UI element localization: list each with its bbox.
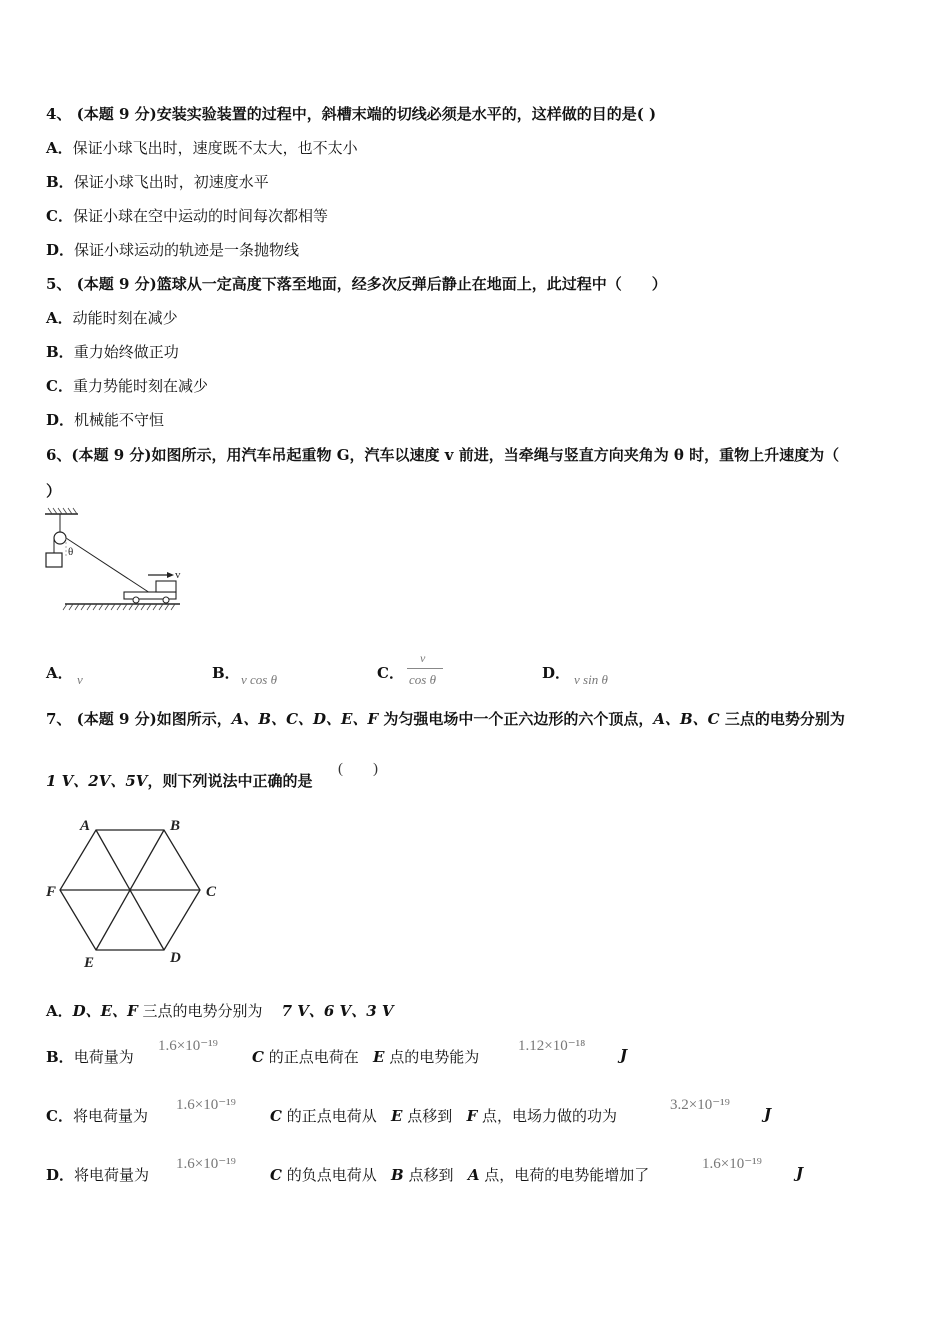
q7-option-b[interactable]: B．电荷量为: [46, 1048, 134, 1066]
q7-option-b-rest: C 的正点电荷在 E 点的电势能为: [252, 1048, 480, 1066]
q7-option-d-unit: J: [796, 1164, 804, 1182]
q7-answer-paren: ( ): [338, 761, 378, 777]
q7-option-d-energy: 1.6×10⁻¹⁹: [702, 1156, 762, 1172]
pulley: [54, 532, 66, 544]
q4-option-a[interactable]: A．保证小球飞出时，速度既不太大，也不太小: [46, 139, 358, 157]
q5-option-b[interactable]: B．重力始终做正功: [46, 343, 179, 361]
q6-stem: 6、(本题 9 分)如图所示，用汽车吊起重物 G，汽车以速度 v 前进，当牵绳与竖直方向夹角为 θ 时，重物上升速度为（: [46, 446, 840, 464]
q6-option-d-expr: v sin θ: [574, 672, 608, 687]
q7-option-c-unit: J: [764, 1105, 772, 1123]
q7-option-d-charge: 1.6×10⁻¹⁹: [176, 1156, 236, 1172]
q7-option-c-rest: C 的正点电荷从 E 点移到 F 点，电场力做的功为: [270, 1107, 618, 1125]
q4-stem: 4、 (本题 9 分)安装实验装置的过程中，斜槽末端的切线必须是水平的，这样做的目的是( ): [46, 105, 657, 123]
q5-option-a[interactable]: A．动能时刻在减少: [46, 309, 178, 327]
vertex-label-d: D: [170, 950, 181, 966]
q7-option-a[interactable]: A．D、E、F 三点的电势分别为 7 V、6 V、3 V: [46, 1002, 394, 1020]
q6-option-c-fraction-bar: [407, 668, 443, 669]
q6-option-a[interactable]: A．: [46, 664, 73, 682]
vertex-label-f: F: [46, 884, 57, 900]
q6-stem-close: ）: [46, 482, 62, 500]
rope: [66, 538, 150, 593]
q7-option-c-work: 3.2×10⁻¹⁹: [670, 1097, 730, 1113]
angle-label: θ: [68, 546, 74, 558]
q7-option-b-energy: 1.12×10⁻¹⁸: [518, 1038, 586, 1054]
q4-option-c[interactable]: C．保证小球在空中运动的时间每次都相等: [46, 207, 328, 225]
q6-option-c-numerator: v: [420, 651, 426, 665]
q7-option-b-unit: J: [620, 1046, 628, 1064]
q7-option-c-charge: 1.6×10⁻¹⁹: [176, 1097, 236, 1113]
q7-option-d-rest: C 的负点电荷从 B 点移到 A 点，电荷的电势能增加了: [270, 1166, 650, 1184]
q7-option-c[interactable]: C．将电荷量为: [46, 1107, 148, 1125]
q5-option-c[interactable]: C．重力势能时刻在减少: [46, 377, 208, 395]
vertex-label-c: C: [206, 884, 217, 900]
q7-stem: 7、 (本题 9 分)如图所示，A、B、C、D、E、F 为匀强电场中一个正六边形的六个顶点，A、B、C 三点的电势分别为: [46, 710, 845, 728]
q6-option-b[interactable]: B．: [212, 664, 240, 682]
vertex-label-e: E: [84, 955, 95, 971]
q6-option-b-expr: v cos θ: [241, 672, 277, 687]
q6-crane-figure: [40, 505, 190, 615]
q6-option-a-expr: v: [77, 672, 83, 687]
q6-option-d[interactable]: D．: [542, 664, 571, 682]
velocity-label: v: [175, 569, 181, 581]
weight-block: [46, 553, 62, 567]
velocity-arrow-icon: [167, 572, 174, 578]
q7-option-d[interactable]: D．将电荷量为: [46, 1166, 150, 1184]
q5-option-d[interactable]: D．机械能不守恒: [46, 411, 165, 429]
q7-option-b-charge: 1.6×10⁻¹⁹: [158, 1038, 218, 1054]
q6-option-c[interactable]: C．: [377, 664, 404, 682]
q7-hexagon-figure: [40, 810, 230, 980]
q4-option-d[interactable]: D．保证小球运动的轨迹是一条抛物线: [46, 241, 300, 259]
q6-option-c-denominator: cos θ: [409, 672, 436, 687]
q5-stem: 5、 (本题 9 分)篮球从一定高度下落至地面，经多次反弹后静止在地面上，此过程中（ ）: [46, 275, 667, 293]
vertex-label-b: B: [170, 818, 181, 834]
car-cab: [156, 581, 176, 592]
q7-stem-line2: 1 V、2V、5V，则下列说法中正确的是: [46, 772, 313, 790]
vertex-label-a: A: [80, 818, 91, 834]
q4-option-b[interactable]: B．保证小球飞出时，初速度水平: [46, 173, 269, 191]
